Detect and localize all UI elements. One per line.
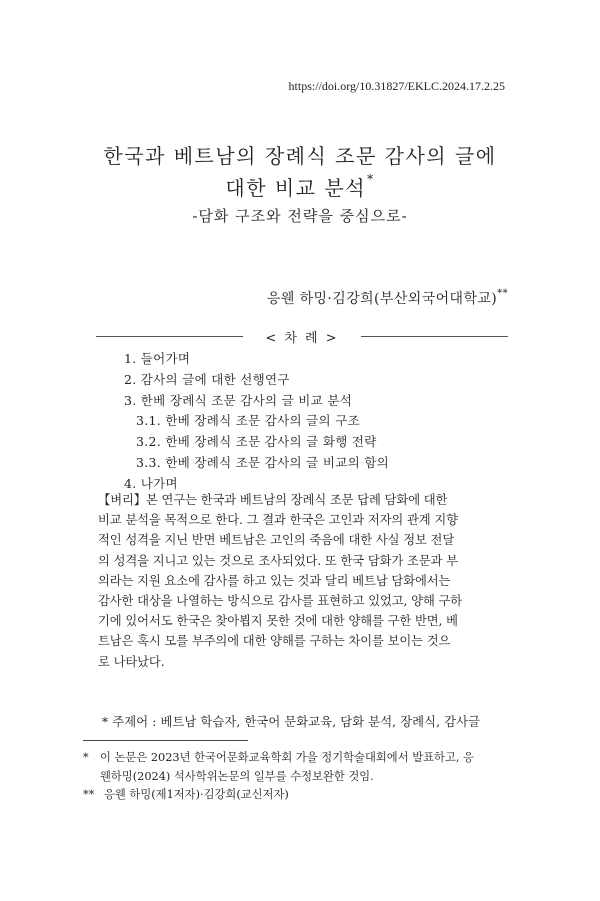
toc-label: < 차 례 > [265, 330, 339, 346]
footnote-mark: * [83, 751, 89, 764]
abstract-line [98, 490, 509, 510]
title-line-2-text: 대한 비교 분석 [225, 176, 367, 200]
toc-rule-left [96, 336, 243, 337]
toc-subitem: 3.2. 한베 장례식 조문 감사의 글 화행 전략 [136, 434, 377, 450]
footnote-divider [83, 740, 248, 741]
abstract-line: 감사한 대상을 나열하는 방식으로 감사를 표현하고 있었고, 양해 구하 [98, 594, 463, 609]
title-footnote-mark[interactable]: * [367, 172, 375, 186]
toc-item: 4. 나가며 [124, 475, 178, 491]
keywords-text: 베트남 학습자, 한국어 문화교육, 담화 분석, 장례식, 감사글 [160, 715, 481, 729]
authors-text: 응웬 하밍·김강희(부산외국어대학교) [266, 291, 498, 307]
footnote-line: 응웬 하밍(제1저자)·김강희(교신저자) [104, 788, 289, 801]
abstract-line-text: 본 연구는 한국과 베트남의 장례식 조문 답례 담화에 대한 [145, 493, 448, 507]
title-line-1: 한국과 베트남의 장례식 조문 감사의 글에 [103, 144, 497, 168]
table-of-contents [124, 349, 389, 495]
abstract [98, 490, 509, 672]
toc-item: 2. 감사의 글에 대한 선행연구 [124, 371, 290, 387]
abstract-line: 적인 성격을 지닌 반면 베트남은 고인의 죽음에 대한 사실 정보 전달 [98, 533, 455, 548]
toc-subitem: 3.1. 한베 장례식 조문 감사의 글의 구조 [136, 413, 360, 429]
footnote-mark: ** [83, 788, 95, 801]
footnote-line: 이 논문은 2023년 한국어문화교육학회 가을 정기학술대회에서 발표하고, 응 [100, 751, 474, 764]
footnote-line: 웬하밍(2024) 석사학위논문의 일부를 수정보완한 것임. [100, 769, 374, 783]
abstract-line: 의라는 지원 요소에 감사를 하고 있는 것과 달리 베트남 담화에서는 [98, 573, 451, 588]
abstract-label: 【벼리】 [98, 493, 146, 507]
title-line-2 [0, 172, 600, 201]
toc-subitem: 3.3. 한베 장례식 조문 감사의 글 비교의 함의 [136, 454, 389, 470]
abstract-line: 트남은 혹시 모를 부주의에 대한 양해를 구하는 차이를 보이는 것으 [98, 634, 451, 649]
author-line [267, 288, 508, 308]
keywords-label: * 주제어 : [102, 715, 161, 729]
doi-link[interactable]: https://doi.org/10.31827/EKLC.2024.17.2.25 [288, 79, 505, 93]
toc-item: 1. 들어가며 [124, 351, 191, 366]
footnote-body [104, 786, 289, 805]
footnote-body [100, 749, 474, 786]
footnotes [83, 749, 503, 805]
toc-header [96, 326, 508, 346]
footnote [83, 749, 503, 786]
toc-item: 3. 한베 장례식 조문 감사의 글 비교 분석 [124, 392, 353, 408]
subtitle: -담화 구조와 전략을 중심으로- [192, 207, 408, 225]
keywords [102, 712, 480, 730]
abstract-line: 로 나타났다. [98, 654, 165, 669]
author-footnote-mark[interactable]: ** [497, 288, 508, 299]
abstract-line: 기에 있어서도 한국은 찾아뵙지 못한 것에 대한 양해를 구한 반면, 베 [98, 614, 458, 629]
abstract-line: 의 성격을 지니고 있는 것으로 조사되었다. 또 한국 담화가 조문과 부 [98, 553, 458, 568]
footnote [83, 786, 503, 805]
toc-rule-right [361, 336, 508, 337]
abstract-line: 비교 분석을 목적으로 한다. 그 결과 한국은 고인과 저자의 관계 지향 [98, 513, 458, 528]
